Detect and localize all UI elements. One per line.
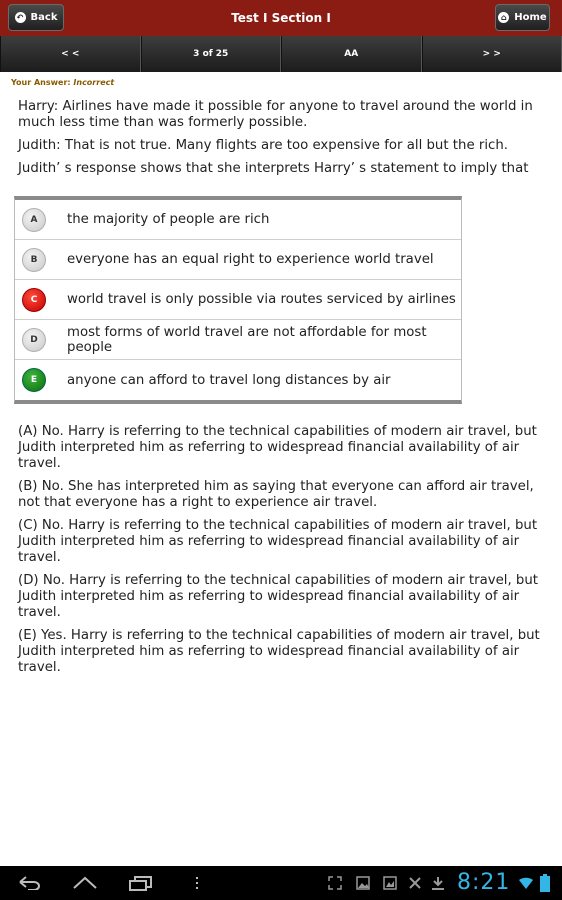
choice-text: everyone has an equal right to experience world travel — [67, 252, 434, 267]
choice-text: anyone can afford to travel long distances by air — [67, 372, 391, 388]
choice-letter-badge: D — [22, 328, 46, 352]
choice-letter-badge: A — [22, 208, 46, 232]
image-icon — [356, 876, 370, 890]
question-position: 3 of 25 — [141, 36, 282, 72]
question-nav-bar — [0, 36, 562, 72]
system-navigation-bar — [0, 866, 562, 900]
stem-line: Judith’ s response shows that she interprets Harry’ s statement to imply that — [18, 161, 529, 176]
back-button[interactable] — [8, 4, 64, 31]
answer-choices — [14, 196, 462, 404]
stem-line: Harry: Airlines have made it possible for anyone to travel around the world in much less time than was formerly possible. — [18, 99, 533, 130]
stem-line: Judith: That is not true. Many flights are too expensive for all but the rich. — [18, 138, 508, 153]
choice-b[interactable] — [15, 240, 461, 280]
menu-icon[interactable] — [194, 876, 200, 890]
home-button[interactable] — [495, 4, 550, 31]
answer-status — [11, 78, 114, 87]
question-stem — [18, 99, 548, 184]
back-button-label: Back — [30, 12, 58, 23]
back-nav-icon[interactable] — [16, 876, 42, 890]
fullscreen-icon — [328, 876, 342, 890]
choice-a[interactable] — [15, 200, 461, 240]
choice-letter-badge: B — [22, 248, 46, 272]
choice-letter-badge-wrong: C — [22, 288, 46, 312]
choice-text: the majority of people are rich — [67, 212, 270, 227]
battery-icon — [540, 874, 550, 892]
title-bar — [0, 0, 562, 37]
explanation-a: (A) No. Harry is referring to the technical capabilities of modern air travel, but Judith interpreted him as referring to widespread financial availability of air travel. — [18, 424, 537, 471]
choice-text: world travel is only possible via routes serviced by airlines — [67, 292, 456, 307]
home-icon: ⌂ — [498, 12, 509, 23]
status-clock: 8:21 — [457, 870, 511, 895]
explanation-c: (C) No. Harry is referring to the technical capabilities of modern air travel, but Judith interpreted him as referring to widespread financial availability of air travel. — [18, 518, 538, 565]
home-button-label: Home — [514, 12, 547, 23]
choice-e[interactable] — [15, 360, 461, 400]
back-arrow-icon: ↶ — [15, 12, 26, 23]
choice-letter-badge-correct: E — [22, 368, 46, 392]
answer-status-label: Your Answer: — [11, 78, 71, 87]
recent-apps-icon[interactable] — [128, 875, 154, 891]
choice-d[interactable] — [15, 320, 461, 360]
font-size-label: AA — [344, 49, 359, 59]
choice-text: most forms of world travel are not affordable for most people — [67, 324, 427, 355]
explanation-b: (B) No. She has interpreted him as saying that everyone can afford air travel, not that everyone has a right to experience air travel. — [18, 479, 534, 510]
choice-c[interactable] — [15, 280, 461, 320]
wifi-icon — [518, 876, 534, 890]
answer-explanations — [18, 424, 548, 683]
notification-icon — [408, 876, 422, 890]
font-size-button[interactable] — [281, 36, 422, 72]
download-icon — [431, 876, 445, 890]
page-title: Test I Section I — [231, 11, 331, 25]
explanation-d: (D) No. Harry is referring to the technical capabilities of modern air travel, but Judith interpreted him as referring to widespread financial availability of air travel. — [18, 573, 538, 620]
explanation-e: (E) Yes. Harry is referring to the technical capabilities of modern air travel, but Judith interpreted him as referring to widespread financial availability of air travel. — [18, 628, 540, 675]
next-question-button[interactable]: > > — [422, 36, 562, 72]
answer-status-value: Incorrect — [73, 78, 115, 87]
previous-question-button[interactable]: < < — [0, 36, 141, 72]
home-nav-icon[interactable] — [72, 876, 98, 890]
gallery-icon — [383, 876, 397, 890]
